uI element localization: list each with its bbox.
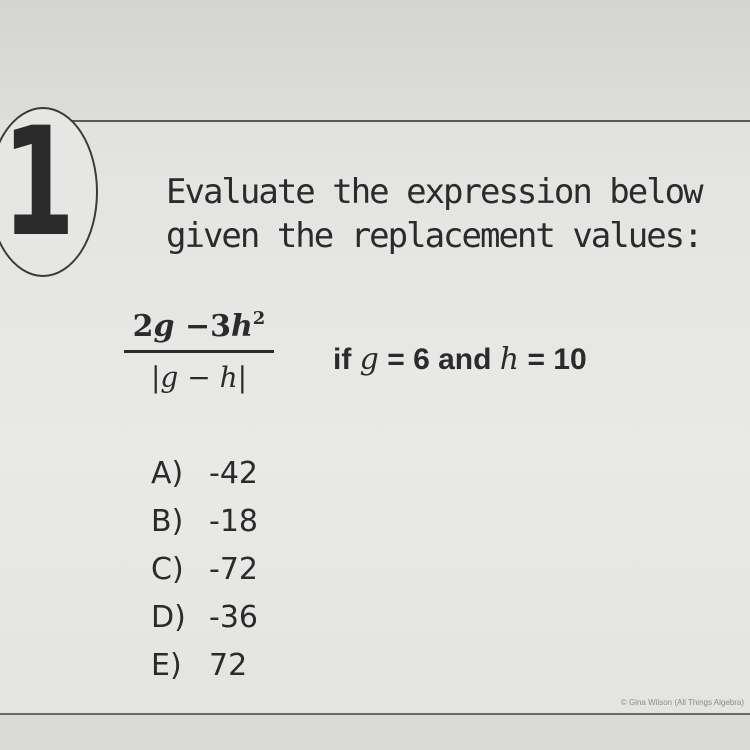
instruction-line-2: given the replacement values: (166, 216, 702, 256)
bottom-band (0, 715, 750, 750)
choice-letter: E) (151, 648, 182, 683)
fraction-denominator: |g − h| (150, 361, 248, 394)
choice-letter: C) (151, 552, 184, 587)
replacement-condition: if g = 6 and h = 10 (333, 342, 587, 377)
choice-value: -72 (209, 552, 258, 587)
choice-e (151, 642, 258, 690)
choice-c (151, 546, 258, 594)
choice-value: 72 (209, 648, 248, 683)
choice-d (151, 594, 258, 642)
expression-fraction (118, 308, 280, 395)
copyright-notice: © Gina Wilson (All Things Algebra) (620, 698, 744, 707)
choice-value: -36 (209, 600, 258, 635)
choice-letter: A) (151, 456, 184, 491)
question-number: 1 (2, 96, 76, 270)
choice-value: -42 (209, 456, 258, 491)
choice-letter: D) (151, 600, 186, 635)
fraction-numerator: $2g -3h^2$ (132, 308, 266, 344)
choice-a (151, 450, 258, 498)
choice-letter: B) (151, 504, 184, 539)
answer-choices (151, 450, 258, 690)
fraction-bar (124, 350, 274, 353)
instruction-text (166, 170, 702, 258)
choice-value: -18 (209, 504, 258, 539)
instruction-line-1: Evaluate the expression below (166, 172, 702, 212)
choice-b (151, 498, 258, 546)
top-band (0, 0, 750, 120)
top-divider (60, 120, 750, 122)
